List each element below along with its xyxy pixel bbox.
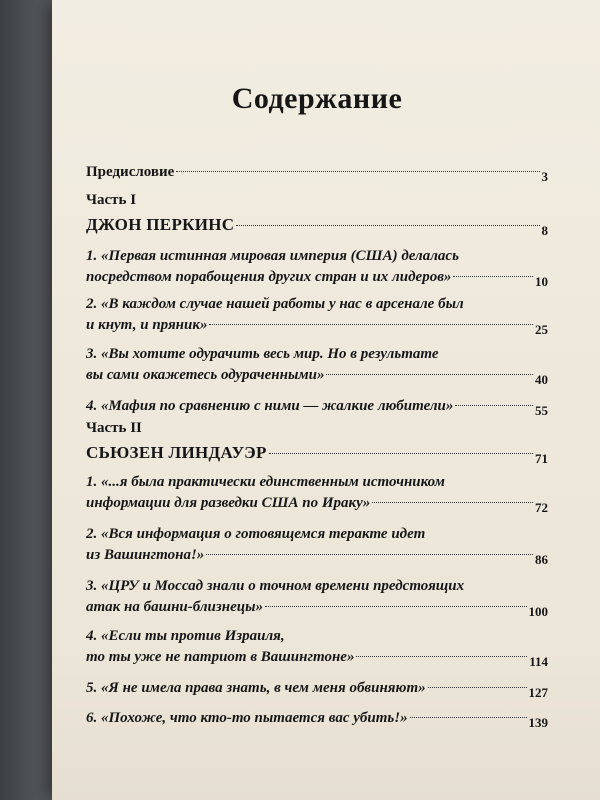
toc-entry-chapter[interactable] (86, 678, 548, 699)
toc-entry-title-line2: то ты уже не патриот в Вашингтоне» (86, 649, 355, 665)
toc-entry-title-line2: вы сами окажетесь одураченными» (86, 367, 325, 383)
dot-leader (265, 606, 527, 607)
toc-entry-title-line1: 2. «В каждом случае нашей работы у нас в арсенале был (86, 296, 464, 312)
toc-entry-title: 5. «Я не имела права знать, в чем меня обвиняют» (86, 680, 426, 696)
toc-entry-chapter[interactable] (86, 576, 548, 618)
contents-heading: Содержание (231, 82, 403, 115)
toc-entry-chapter[interactable] (86, 626, 548, 668)
dot-leader (410, 717, 527, 718)
part-label: Часть II (86, 420, 142, 436)
part-label: Часть I (86, 192, 137, 208)
toc-entry-page: 55 (535, 403, 548, 418)
toc-entry-page: 127 (528, 685, 548, 700)
toc-entry-title-line2: информации для разведки США по Ираку» (86, 495, 371, 511)
dot-leader (209, 324, 533, 325)
table-of-contents (86, 0, 548, 800)
toc-entry-title: СЬЮЗЕН ЛИНДАУЭР (86, 443, 267, 462)
toc-entry-chapter[interactable] (86, 708, 548, 729)
dot-leader (455, 405, 533, 406)
toc-entry-title-line1: 1. «...я была практически единственным источником (86, 474, 445, 490)
toc-entry-chapter[interactable] (86, 396, 548, 417)
toc-entry-page: 114 (529, 654, 548, 669)
dot-leader (206, 554, 533, 555)
dot-leader (176, 171, 539, 172)
toc-entry-title-line2: и кнут, и пряник» (86, 317, 208, 333)
toc-entry-page: 72 (535, 500, 548, 515)
toc-entry-title-line2: атак на башни-близнецы» (86, 599, 263, 615)
toc-entry-chapter[interactable] (86, 294, 548, 336)
toc-entry-chapter[interactable] (86, 246, 548, 288)
toc-entry-page: 86 (535, 552, 548, 567)
dot-leader (236, 225, 539, 226)
toc-entry-title-line1: 2. «Вся информация о готовящемся теракте идет (86, 526, 426, 542)
toc-entry-title: Предисловие (86, 164, 175, 180)
toc-entry-page: 139 (528, 715, 548, 730)
book-page (52, 0, 600, 800)
toc-entry-chapter[interactable] (86, 344, 548, 386)
dot-leader (326, 374, 533, 375)
toc-entry-chapter[interactable] (86, 472, 548, 514)
toc-entry-title: ДЖОН ПЕРКИНС (86, 215, 235, 234)
toc-entry-title: 4. «Мафия по сравнению с ними — жалкие любители» (86, 398, 454, 414)
toc-entry-author-perkins[interactable] (86, 214, 548, 238)
toc-entry-page: 8 (541, 223, 548, 238)
toc-entry-title-line1: 4. «Если ты против Израиля, (86, 628, 285, 644)
dot-leader (372, 502, 533, 503)
toc-entry-page: 10 (535, 274, 548, 289)
dot-leader (428, 687, 527, 688)
toc-entry-title-line2: посредством порабощения других стран и их лидеров» (86, 269, 452, 285)
toc-entry-page: 40 (535, 372, 548, 387)
dot-leader (269, 453, 533, 454)
dot-leader (356, 656, 527, 657)
toc-entry-page: 3 (541, 169, 548, 184)
toc-entry-title-line1: 3. «ЦРУ и Моссад знали о точном времени предстоящих (86, 578, 465, 594)
toc-entry-author-lindauer[interactable] (86, 442, 548, 466)
dot-leader (453, 276, 533, 277)
toc-entry-chapter[interactable] (86, 524, 548, 566)
toc-entry-title-line1: 3. «Вы хотите одурачить весь мир. Но в результате (86, 346, 439, 362)
toc-entry-page: 100 (528, 604, 548, 619)
toc-entry-page: 25 (535, 322, 548, 337)
toc-entry-title-line1: 1. «Первая истинная мировая империя (США) делалась (86, 248, 459, 264)
toc-entry-preface[interactable] (86, 162, 548, 183)
toc-entry-title-line2: из Вашингтона!» (86, 547, 205, 563)
toc-entry-page: 71 (535, 451, 548, 466)
toc-entry-title: 6. «Похоже, что кто-то пытается вас убить!» (86, 710, 408, 726)
